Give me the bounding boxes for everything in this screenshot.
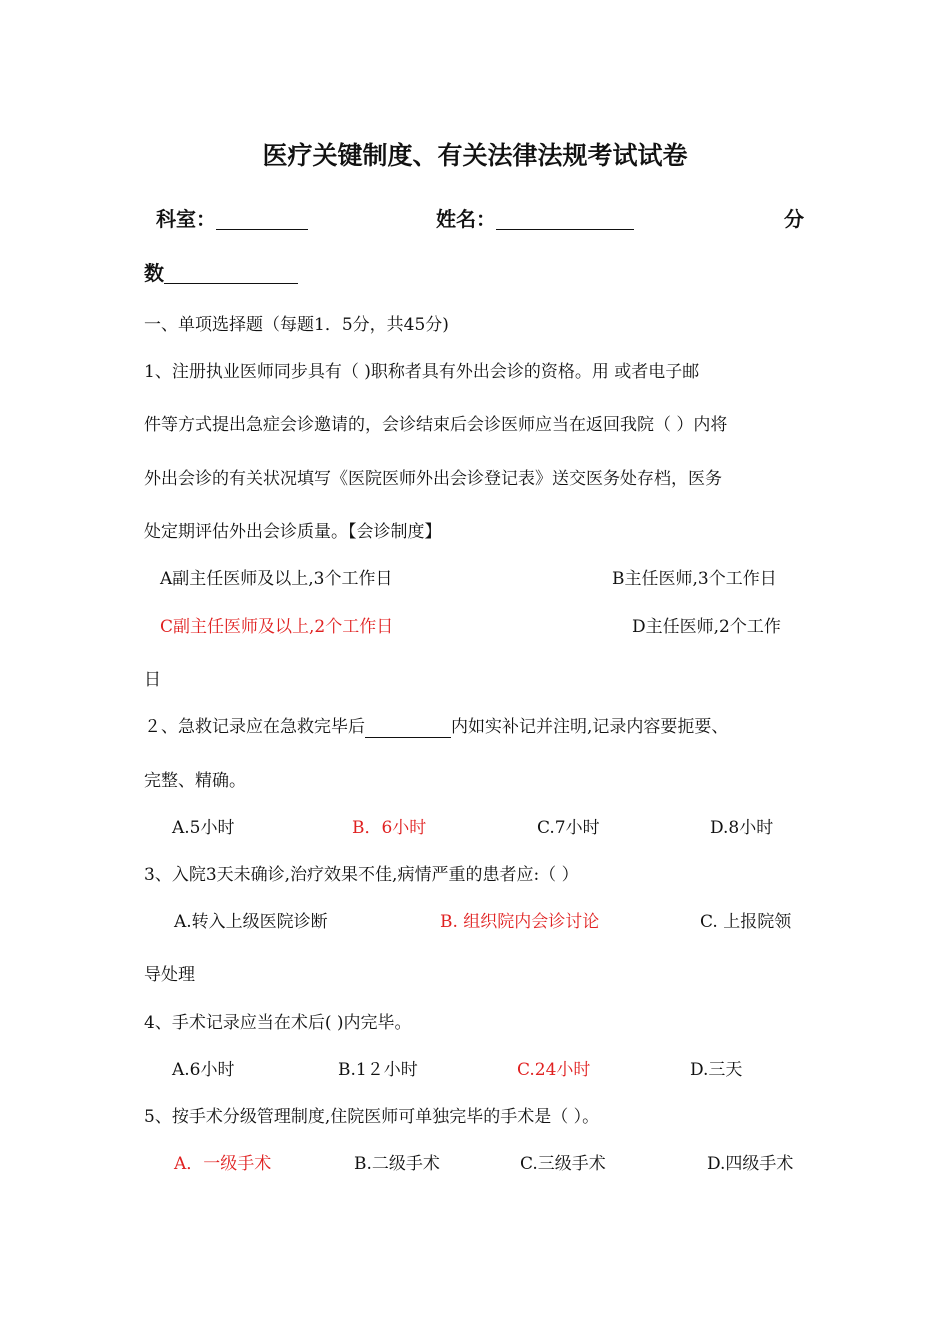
q2-line1	[144, 716, 728, 738]
q1-option-b: B主任医师,3个工作日	[612, 569, 777, 589]
q2-line2: 完整、精确。	[144, 771, 246, 791]
q1-line3: 外出会诊的有关状况填写《医院医师外出会诊登记表》送交医务处存档，医务	[144, 469, 722, 489]
q1-option-d: D主任医师,2个工作	[632, 617, 781, 637]
q3-option-c: C. 上报院领	[700, 912, 792, 932]
dept-field	[156, 208, 308, 230]
q5-option-a: A．一级手术	[174, 1154, 272, 1174]
score-field	[144, 262, 298, 284]
q3-line1: 3、入院3天未确诊,治疗效果不佳,病情严重的患者应:（ ）	[144, 865, 579, 885]
q2-option-b: B．6小时	[352, 818, 427, 838]
q4-option-a: A.6小时	[172, 1060, 235, 1080]
q1-option-wrap: 日	[144, 670, 161, 690]
q5-option-d: D.四级手术	[707, 1154, 794, 1174]
page-title: 医疗关键制度、有关法律法规考试试卷	[262, 141, 688, 170]
name-field	[436, 208, 634, 230]
q1-line2: 件等方式提出急症会诊邀请的，会诊结束后会诊医师应当在返回我院（ ）内将	[144, 415, 728, 435]
score-blank	[164, 263, 298, 284]
dept-blank	[216, 209, 308, 230]
q1-line1: 1、注册执业医师同步具有（ )职称者具有外出会诊的资格。用 或者电子邮	[144, 362, 700, 382]
q2-option-c: C.7小时	[537, 818, 600, 838]
name-blank	[496, 209, 634, 230]
section-heading: 一、单项选择题（每题1．5分，共45分)	[144, 315, 449, 335]
q2-text-b: 内如实补记并注明,记录内容要扼要、	[451, 717, 729, 737]
q4-option-b: B.1２小时	[338, 1060, 418, 1080]
q4-option-c: C.24小时	[517, 1060, 591, 1080]
q1-option-c: C副主任医师及以上,2个工作日	[160, 617, 394, 637]
q4-line1: 4、手术记录应当在术后( )内完毕。	[144, 1013, 412, 1033]
q4-option-d: D.三天	[690, 1060, 743, 1080]
dept-label: 科室：	[156, 207, 216, 231]
q2-option-d: D.8小时	[710, 818, 774, 838]
q5-line1: 5、按手术分级管理制度,住院医师可单独完毕的手术是（ ）。	[144, 1107, 600, 1127]
q1-line4: 处定期评估外出会诊质量。【会诊制度】	[144, 522, 442, 542]
q3-option-a: A.转入上级医院诊断	[174, 912, 328, 932]
q5-option-c: C.三级手术	[520, 1154, 606, 1174]
name-label: 姓名：	[436, 207, 496, 231]
q1-option-a: A副主任医师及以上,3个工作日	[160, 569, 393, 589]
q3-option-b: B. 组织院内会诊讨论	[440, 912, 600, 932]
q5-option-b: B.二级手术	[354, 1154, 440, 1174]
q2-text-a: ２、急救记录应在急救完毕后	[144, 717, 365, 737]
score-label-part2: 数	[144, 261, 164, 285]
q2-option-a: A.5小时	[172, 818, 235, 838]
q3-option-wrap: 导处理	[144, 965, 195, 985]
q2-blank	[365, 719, 451, 738]
score-label-part1: 分	[784, 207, 804, 231]
